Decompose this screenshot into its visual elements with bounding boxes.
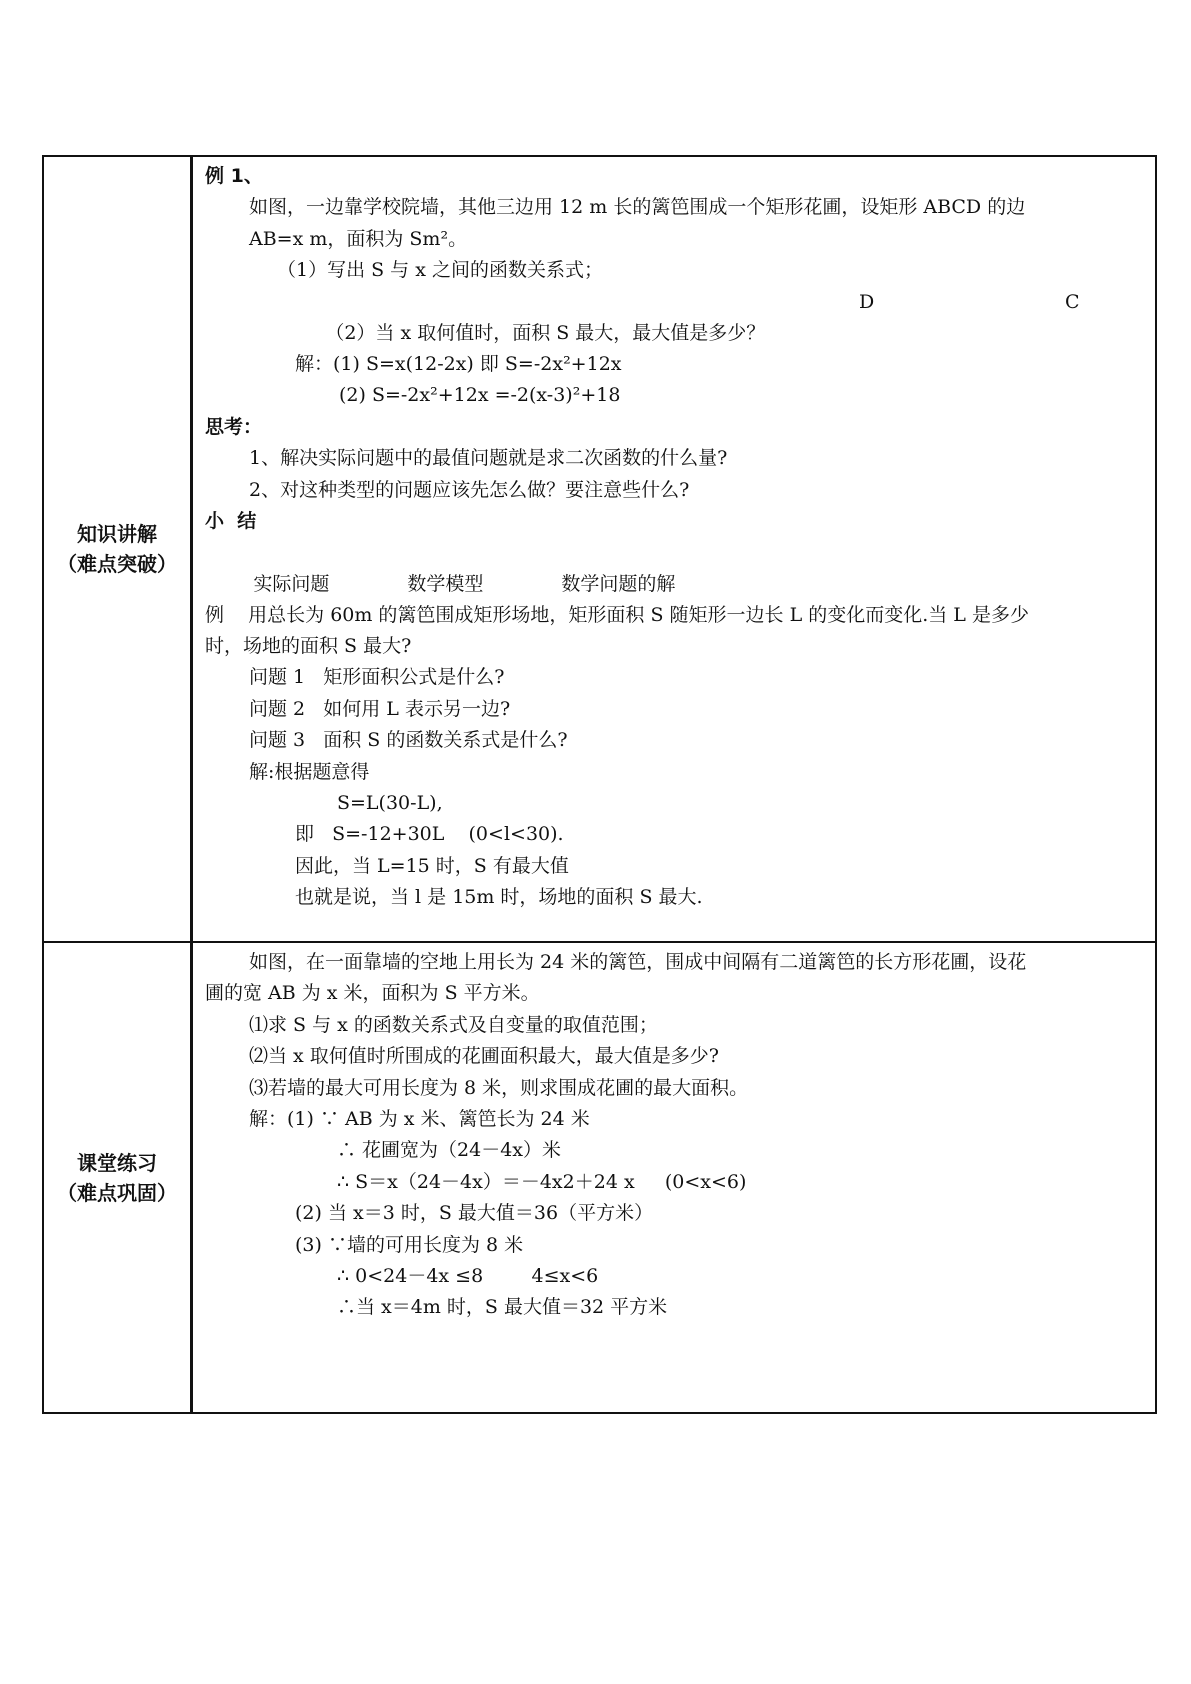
solution-line: 即 S=-12+30L (0<l<30).	[295, 823, 564, 846]
answer-line: 解：(1) ∵ AB 为 x 米、篱笆长为 24 米	[249, 1107, 590, 1130]
exercise-text: 圃的宽 AB 为 x 米，面积为 S 平方米。	[205, 982, 540, 1005]
summary-flow	[205, 537, 1155, 595]
section-label-subtitle: （难点突破）	[57, 552, 177, 576]
answer-line: ∴ 0<24－4x ≤8 4≤x<6	[337, 1264, 599, 1287]
answer-line: ∴ S＝x（24－4x）＝－4x2＋24 x (0<x<6)	[337, 1170, 747, 1193]
summary-step: 实际问题	[253, 572, 330, 595]
solution-line: 也就是说，当 l 是 15m 时，场地的面积 S 最大.	[295, 886, 703, 909]
section-label-title: 课堂练习	[77, 1150, 157, 1175]
example2-text: 时，场地的面积 S 最大?	[205, 635, 412, 658]
summary-title: 小 结	[205, 509, 257, 532]
exercise-text: 如图，在一面靠墙的空地上用长为 24 米的篱笆，围成中间隔有二道篱笆的长方形花圃，设花	[249, 951, 1027, 973]
guiding-question: 问题 3 面积 S 的函数关系式是什么?	[249, 729, 568, 752]
section-content	[193, 157, 1155, 941]
answer-line: (2) 当 x＝3 时，S 最大值＝36（平方米）	[295, 1202, 654, 1225]
solution-line: 解：(1) S=x(12-2x) 即 S=-2x²+12x	[295, 352, 622, 375]
section-label	[44, 943, 193, 1412]
section-label	[44, 157, 193, 941]
exercise-question: ⑵当 x 取何值时所围成的花圃面积最大，最大值是多少?	[249, 1045, 719, 1068]
section-knowledge	[44, 157, 1155, 943]
question-text: （2）当 x 取何值时，面积 S 最大，最大值是多少？	[325, 321, 766, 344]
think-question: 1、解决实际问题中的最值问题就是求二次函数的什么量?	[249, 447, 728, 470]
think-question: 2、对这种类型的问题应该先怎么做？要注意些什么?	[249, 478, 690, 501]
exercise-question: ⑴求 S 与 x 的函数关系式及自变量的取值范围；	[249, 1013, 658, 1036]
example-title: 例 1、	[205, 165, 263, 187]
example2-text: 例 用总长为 60m 的篱笆围成矩形场地，矩形面积 S 随矩形一边长 L 的变化而变化.当 L 是多少	[205, 603, 1029, 626]
exercise-question: ⑶若墙的最大可用长度为 8 米，则求围成花圃的最大面积。	[249, 1076, 749, 1099]
section-content	[193, 943, 1155, 1412]
think-title: 思考：	[205, 415, 263, 438]
point-label-d: D	[859, 290, 875, 313]
question	[205, 287, 1155, 344]
answer-line: (3) ∵墙的可用长度为 8 米	[295, 1233, 524, 1256]
answer-line: ∴ 花圃宽为（24－4x）米	[337, 1139, 562, 1162]
guiding-question: 问题 2 如何用 L 表示另一边?	[249, 697, 511, 720]
section-practice	[44, 943, 1155, 1412]
summary-step: 数学问题的解	[561, 572, 676, 595]
section-label-title: 知识讲解	[77, 522, 157, 546]
section-label-subtitle: （难点巩固）	[57, 1180, 177, 1205]
problem-text: 如图，一边靠学校院墙，其他三边用 12 m 长的篱笆围成一个矩形花圃，设矩形 ABCD 的边	[249, 196, 1026, 219]
guiding-question: 问题 1 矩形面积公式是什么?	[249, 666, 505, 689]
answer-line: ∴当 x＝4m 时，S 最大值＝32 平方米	[337, 1296, 668, 1319]
solution-line: S=L(30-L),	[337, 792, 443, 815]
question: （1）写出 S 与 x 之间的函数关系式；	[277, 259, 603, 282]
solution-head: 解:根据题意得	[249, 760, 370, 783]
summary-step: 数学模型	[407, 572, 484, 595]
solution-line: (2) S=-2x²+12x =-2(x-3)²+18	[339, 384, 621, 407]
solution-line: 因此，当 L=15 时，S 有最大值	[295, 854, 569, 877]
problem-text: AB=x m，面积为 Sm²。	[249, 227, 468, 250]
point-label-c: C	[1065, 290, 1080, 313]
lesson-table	[42, 155, 1157, 1414]
